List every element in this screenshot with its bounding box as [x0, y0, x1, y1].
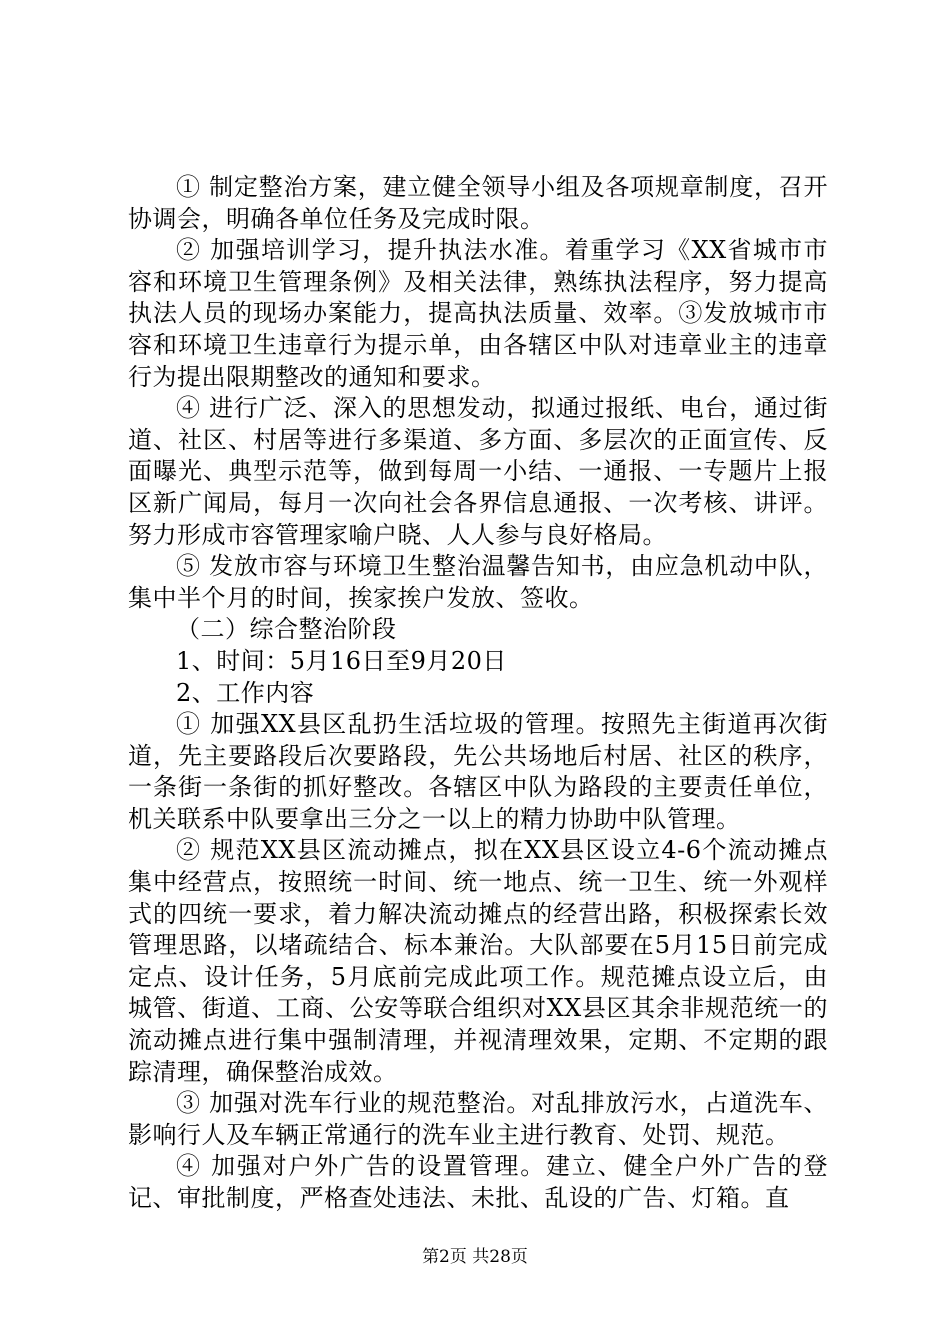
paragraph-1: ① 制定整治方案，建立健全领导小组及各项规章制度，召开协调会，明确各单位任务及完成时限。: [128, 173, 828, 233]
paragraph-4: ⑤ 发放市容与环境卫生整治温馨告知书，由应急机动中队，集中半个月的时间，挨家挨户发放、签收。: [128, 552, 828, 612]
paragraph-8: ④ 加强对户外广告的设置管理。建立、健全户外广告的登记、审批制度，严格查处违法、未批、乱设的广告、灯箱。直: [128, 1152, 828, 1212]
page-number-footer: 第2页 共28页: [422, 1247, 528, 1267]
paragraph-time: 1、时间：5月16日至9月20日: [176, 646, 507, 675]
paragraph-work-content: 2、工作内容: [176, 678, 315, 707]
paragraph-7: ③ 加强对洗车行业的规范整治。对乱排放污水，占道洗车、影响行人及车辆正常通行的洗车业主进行教育、处罚、规范。: [128, 1089, 828, 1149]
document-body: [128, 172, 828, 1215]
paragraph-3: ④ 进行广泛、深入的思想发动，拟通过报纸、电台，通过街道、社区、村居等进行多渠道、多方面、多层次的正面宣传、反面曝光、典型示范等，做到每周一小结、一通报、一专题片上报区新广闻局，每月一次向社会各界信息通报、一次考核、讲评。努力形成市容管理家喻户晓、人人参与良好格局。: [128, 394, 828, 549]
section-heading: （二）综合整治阶段: [176, 615, 397, 644]
paragraph-6: ② 规范XX县区流动摊点，拟在XX县区设立4-6个流动摊点集中经营点，按照统一时间、统一地点、统一卫生、统一外观样式的四统一要求，着力解决流动摊点的经营出路，积极探索长效管理思路，以堵疏结合、标本兼治。大队部要在5月15日前完成定点、设计任务，5月底前完成此项工作。规范摊点设立后，由城管、街道、工商、公安等联合组织对XX县区其余非规范统一的流动摊点进行集中强制清理，并视清理效果，定期、不定期的跟踪清理，确保整治成效。: [128, 836, 828, 1086]
paragraph-5: ① 加强XX县区乱扔生活垃圾的管理。按照先主街道再次街道，先主要路段后次要路段，先公共场地后村居、社区的秩序，一条街一条街的抓好整改。各辖区中队为路段的主要责任单位，机关联系中队要拿出三分之一以上的精力协助中队管理。: [128, 710, 828, 833]
paragraph-2: ② 加强培训学习，提升执法水准。着重学习《XX省城市市容和环境卫生管理条例》及相关法律，熟练执法程序，努力提高执法人员的现场办案能力，提高执法质量、效率。③发放城市市容和环境卫生违章行为提示单，由各辖区中队对违章业主的违章行为提出限期整改的通知和要求。: [128, 236, 828, 391]
